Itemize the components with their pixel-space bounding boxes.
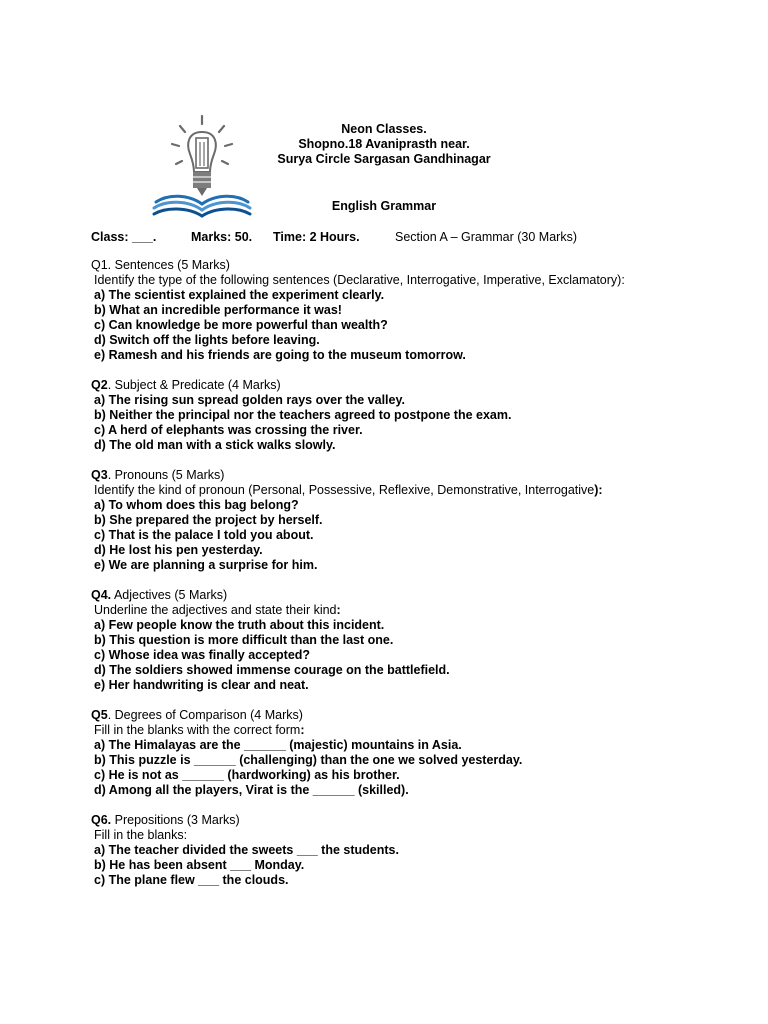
question-item: c) That is the palace I told you about. xyxy=(94,528,314,542)
question-item: a) The rising sun spread golden rays over the valley. xyxy=(94,393,405,407)
question-number: Q4. xyxy=(91,588,112,602)
institute-address-line2: Surya Circle Sargasan Gandhinagar xyxy=(277,152,491,166)
question-item: d) Switch off the lights before leaving. xyxy=(94,333,320,347)
question-title xyxy=(91,468,711,483)
question-number: Q2 xyxy=(91,378,108,392)
question-item: a) Few people know the truth about this incident. xyxy=(94,618,385,632)
question-title xyxy=(91,258,711,273)
question-item: c) The plane flew ___ the clouds. xyxy=(94,873,289,887)
question-item: d) He lost his pen yesterday. xyxy=(94,543,263,557)
question-heading: Adjectives (5 Marks) xyxy=(111,588,228,602)
question-item: d) Among all the players, Virat is the ______ (skilled). xyxy=(94,783,409,797)
instruction-punct: : xyxy=(336,603,341,617)
question-number: Q1. xyxy=(91,258,112,272)
institute-name: Neon Classes. xyxy=(341,122,427,136)
instruction-text: Underline the adjectives and state their kind xyxy=(94,603,337,617)
question-3 xyxy=(91,468,711,573)
question-instruction xyxy=(91,603,711,618)
question-item: a) To whom does this bag belong? xyxy=(94,498,299,512)
question-item: c) Whose idea was finally accepted? xyxy=(94,648,311,662)
question-item: c) Can knowledge be more powerful than wealth? xyxy=(94,318,388,332)
question-item: c) A herd of elephants was crossing the river. xyxy=(94,423,363,437)
question-number: Q5 xyxy=(91,708,108,722)
question-item: b) This question is more difficult than the last one. xyxy=(94,633,394,647)
question-heading: . Pronouns (5 Marks) xyxy=(107,468,225,482)
question-item: b) What an incredible performance it was! xyxy=(94,303,342,317)
question-item: e) Ramesh and his friends are going to the museum tomorrow. xyxy=(94,348,466,362)
bulb-book-logo-icon xyxy=(150,112,254,228)
question-item: b) Neither the principal nor the teachers agreed to postpone the exam. xyxy=(94,408,512,422)
instruction-text: Identify the kind of pronoun (Personal, Possessive, Reflexive, Demonstrative, Interrogative xyxy=(94,483,595,497)
question-item: d) The old man with a stick walks slowly. xyxy=(94,438,336,452)
question-6 xyxy=(91,813,711,888)
question-item: a) The scientist explained the experiment clearly. xyxy=(94,288,385,302)
question-heading: . Subject & Predicate (4 Marks) xyxy=(107,378,281,392)
question-item: a) The teacher divided the sweets ___ the students. xyxy=(94,843,399,857)
question-1 xyxy=(91,258,711,363)
question-instruction xyxy=(91,723,711,738)
class-label: Class: ___. xyxy=(91,230,157,244)
subject-title: English Grammar xyxy=(331,199,437,213)
instruction-punct: ): xyxy=(594,483,603,497)
question-instruction: Fill in the blanks: xyxy=(94,828,188,842)
question-2 xyxy=(91,378,711,453)
question-number: Q6. xyxy=(91,813,112,827)
section-label: Section A – Grammar (30 Marks) xyxy=(395,230,578,244)
question-4 xyxy=(91,588,711,693)
question-list xyxy=(91,258,711,903)
question-title xyxy=(91,813,711,828)
instruction-text: Fill in the blanks with the correct form xyxy=(94,723,301,737)
question-item: b) This puzzle is ______ (challenging) than the one we solved yesterday. xyxy=(94,753,523,767)
time-label: Time: 2 Hours. xyxy=(273,230,360,244)
question-item: b) She prepared the project by herself. xyxy=(94,513,323,527)
question-item: a) The Himalayas are the ______ (majestic) mountains in Asia. xyxy=(94,738,462,752)
marks-label: Marks: 50. xyxy=(191,230,253,244)
question-5 xyxy=(91,708,711,798)
question-instruction: Identify the type of the following sentences (Declarative, Interrogative, Imperative, Exclamatory): xyxy=(94,273,625,287)
question-heading: Prepositions (3 Marks) xyxy=(111,813,240,827)
institute-header xyxy=(246,122,522,167)
question-title xyxy=(91,708,711,723)
question-title xyxy=(91,588,711,603)
question-number: Q3 xyxy=(91,468,108,482)
question-heading: Sentences (5 Marks) xyxy=(111,258,230,272)
question-item: e) We are planning a surprise for him. xyxy=(94,558,318,572)
question-item: c) He is not as ______ (hardworking) as his brother. xyxy=(94,768,400,782)
question-title xyxy=(91,378,711,393)
institute-address-line1: Shopno.18 Avaniprasth near. xyxy=(298,137,470,151)
question-item: d) The soldiers showed immense courage on the battlefield. xyxy=(94,663,450,677)
question-item: e) Her handwriting is clear and neat. xyxy=(94,678,309,692)
question-instruction xyxy=(91,483,711,498)
question-item: b) He has been absent ___ Monday. xyxy=(94,858,305,872)
instruction-punct: : xyxy=(300,723,305,737)
question-heading: . Degrees of Comparison (4 Marks) xyxy=(107,708,303,722)
